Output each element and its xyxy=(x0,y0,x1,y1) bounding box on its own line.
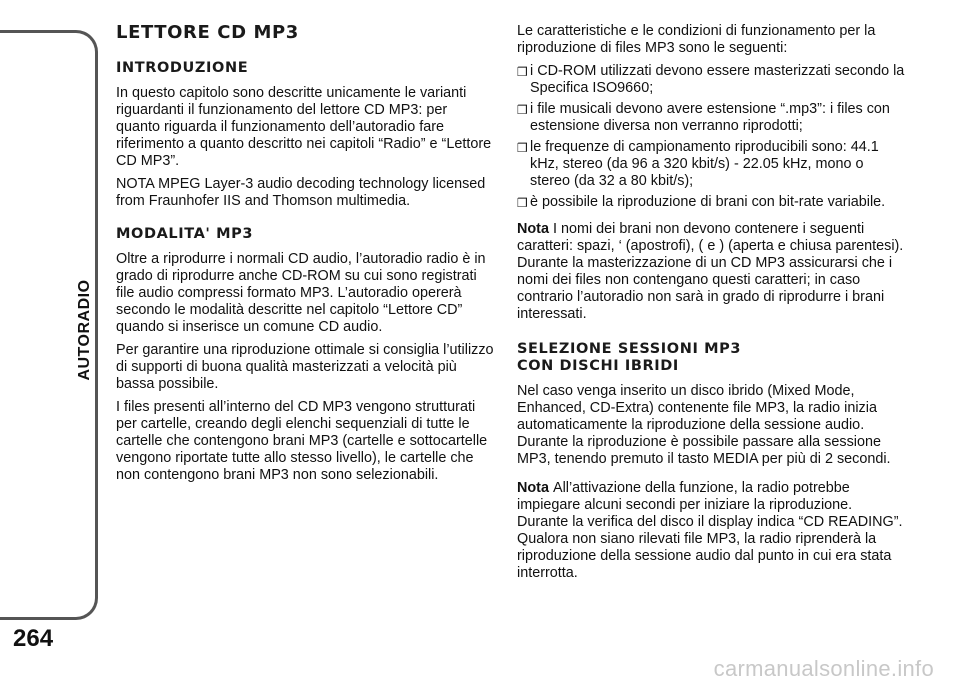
list-item-text: i file musicali devono avere estensione “.mp3”: i files con estensione diversa non verranno riprodotti; xyxy=(530,101,890,134)
mode-paragraph: Oltre a riprodurre i normali CD audio, l’autoradio radio è in grado di riprodurre anche CD-ROM su cui sono registrati file audio compressi formato MP3. L’autoradio opererà secondo le modalità descritte nel capitolo “Lettore CD” quando si inserisce un comune CD audio. xyxy=(116,251,486,335)
list-item xyxy=(517,63,907,97)
mode-paragraph: Per garantire una riproduzione ottimale si consiglia l’utilizzo di supporti di buona qualità masterizzati a velocità più bassa possibile. xyxy=(116,342,494,392)
sessions-heading-line: SELEZIONE SESSIONI MP3 xyxy=(517,341,742,357)
left-column xyxy=(116,22,494,490)
list-item xyxy=(517,139,907,190)
checkbox-bullet-icon: ❒ xyxy=(517,65,528,79)
list-item-text: i CD-ROM utilizzati devono essere masterizzati secondo la Specifica ISO9660; xyxy=(530,63,905,96)
checkbox-bullet-icon: ❒ xyxy=(517,196,528,210)
page-number: 264 xyxy=(13,625,54,652)
checkbox-bullet-icon: ❒ xyxy=(517,141,528,155)
list-item-text: le frequenze di campionamento riproducibili sono: 44.1 kHz, stereo (da 96 a 320 kbit/s) - 22.05 kHz, mono o stereo (da 32 a 80 kbit/s); xyxy=(530,139,879,189)
mode-heading: MODALITA' MP3 xyxy=(116,226,254,242)
section-title: LETTORE CD MP3 xyxy=(116,22,299,43)
sessions-heading xyxy=(517,341,907,375)
note-paragraph xyxy=(517,480,907,582)
requirements-list xyxy=(517,63,907,211)
checkbox-bullet-icon: ❒ xyxy=(517,103,528,117)
sessions-paragraph: Nel caso venga inserito un disco ibrido (Mixed Mode, Enhanced, CD-Extra) contenente file MP3, la radio inizia automaticamente la riproduzione della sessione audio. Durante la riproduzione è possibile passare alla sessione MP3, tenendo premuto il tasto MEDIA per più di 2 secondi. xyxy=(517,383,891,467)
right-column xyxy=(517,23,907,588)
note-text: I nomi dei brani non devono contenere i seguenti caratteri: spazi, ‘ (apostrofi), ( e ) (aperta e chiusa parentesi). Durante la masterizzazione di un CD MP3 assicurarsi che i nomi dei files non contengano questi caratteri; in caso contrario l’autoradio non sarà in grado di riprodurre i brani interessati. xyxy=(517,221,904,322)
list-item xyxy=(517,194,907,211)
sessions-heading-line: CON DISCHI IBRIDI xyxy=(517,358,679,374)
watermark: carmanualsonline.info xyxy=(713,656,934,681)
mode-paragraph: I files presenti all’interno del CD MP3 vengono strutturati per cartelle, creando degli elenchi sequenziali di tutte le cartelle che contengono brani MP3 (cartelle e sottocartelle vengono riportate tutte allo stesso livello), le cartelle che non contengono brani MP3 non sono selezionabili. xyxy=(116,399,488,483)
note-label: Nota xyxy=(517,480,549,496)
note-label: Nota xyxy=(517,221,549,237)
chapter-label: AUTORADIO xyxy=(76,279,93,381)
intro-paragraph: In questo capitolo sono descritte unicamente le varianti riguardanti il funzionamento del lettore CD MP3: per quanto riguarda il funzionamento dell’autoradio fare riferimento a quanto descritto nei capitoli “Radio” e “Lettore CD MP3”. xyxy=(116,85,492,169)
list-item xyxy=(517,101,907,135)
note-text: All’attivazione della funzione, la radio potrebbe impiegare alcuni secondi per iniziare la riproduzione. Durante la verifica del disco il display indica “CD READING”. Qualora non siano rilevati file MP3, la radio riprenderà la riproduzione della sessione audio dal punto in cui era stata interrotta. xyxy=(517,480,903,581)
note-paragraph xyxy=(517,221,907,323)
intro-heading: INTRODUZIONE xyxy=(116,60,249,76)
license-note: NOTA MPEG Layer-3 audio decoding technology licensed from Fraunhofer IIS and Thomson multimedia. xyxy=(116,176,486,209)
requirements-intro: Le caratteristiche e le condizioni di funzionamento per la riproduzione di files MP3 sono le seguenti: xyxy=(517,23,876,56)
list-item-text: è possibile la riproduzione di brani con bit-rate variabile. xyxy=(530,194,886,210)
